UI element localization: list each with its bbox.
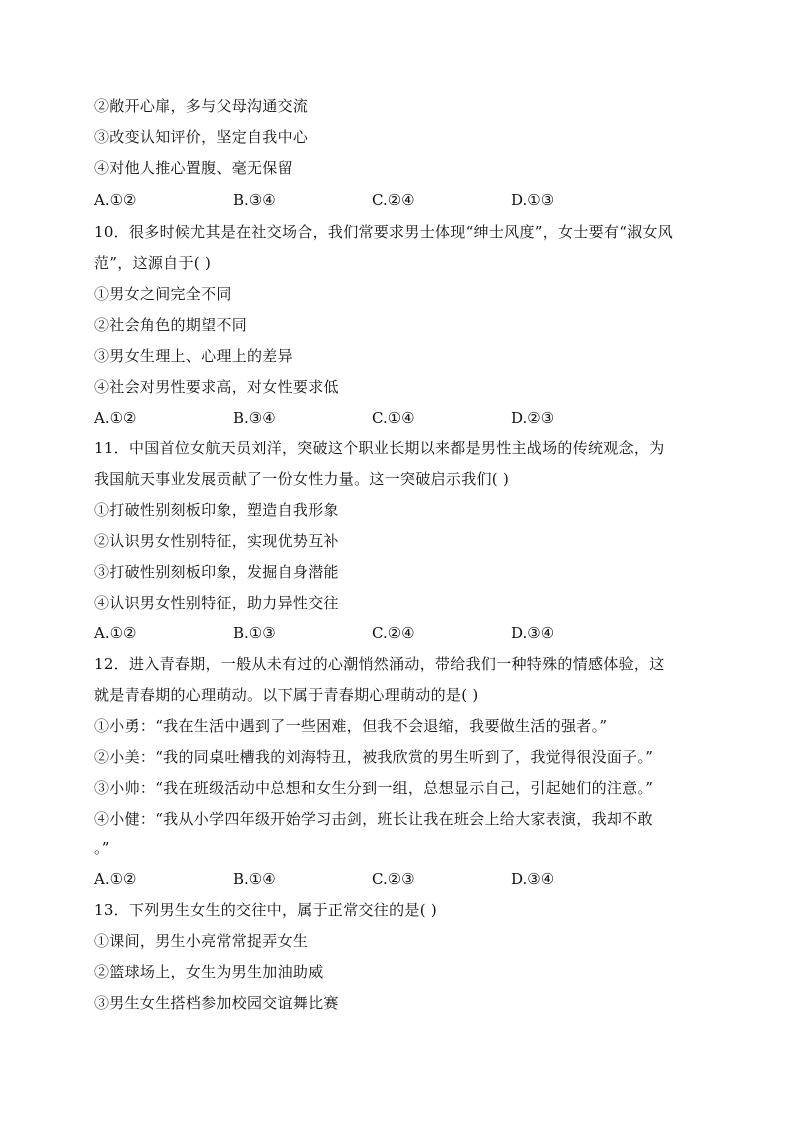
option-a: A.①② bbox=[94, 870, 137, 888]
q10-item-1: ①男女之间完全不同 bbox=[94, 285, 232, 303]
option-c: C.②③ bbox=[372, 870, 415, 888]
q12-stem-line2: 就是青春期的心理萌动。以下属于青春期心理萌动的是( ) bbox=[94, 686, 479, 704]
q12-item-4-continued: 。” bbox=[94, 839, 110, 857]
option-d: D.③④ bbox=[511, 870, 555, 888]
q11-item-3: ③打破性别刻板印象，发掘自身潜能 bbox=[94, 563, 339, 581]
q11-stem-line2: 我国航天事业发展贡献了一份女性力量。这一突破启示我们( ) bbox=[94, 470, 510, 488]
option-d: D.①③ bbox=[511, 191, 555, 209]
option-a: A.①② bbox=[94, 191, 137, 209]
q12-item-3: ③小帅：“我在班级活动中总想和女生分到一组，总想显示自己，引起她们的注意。” bbox=[94, 779, 654, 797]
q10-item-2: ②社会角色的期望不同 bbox=[94, 316, 248, 334]
option-c: C.②④ bbox=[372, 624, 415, 642]
q11-item-2: ②认识男女性别特征，实现优势互补 bbox=[94, 532, 339, 550]
q10-stem-line1: 10．很多时候尤其是在社交场合，我们常要求男士体现“绅士风度”，女士要有“淑女风 bbox=[94, 223, 674, 241]
option-a: A.①② bbox=[94, 624, 137, 642]
option-d: D.②③ bbox=[511, 409, 555, 427]
q12-item-4: ④小健：“我从小学四年级开始学习击剑，班长让我在班会上给大家表演，我却不敢 bbox=[94, 810, 653, 828]
option-b: B.③④ bbox=[233, 409, 276, 427]
q11-item-4: ④认识男女性别特征，助力异性交往 bbox=[94, 594, 339, 612]
q12-item-2: ②小美：“我的同桌吐槽我的刘海特丑，被我欣赏的男生听到了，我觉得很没面子。” bbox=[94, 748, 654, 766]
option-c: C.①④ bbox=[372, 409, 415, 427]
q10-stem-line2: 范”，这源自于( ) bbox=[94, 254, 212, 272]
q12-item-1: ①小勇：“我在生活中遇到了一些困难，但我不会退缩，我要做生活的强者。” bbox=[94, 717, 608, 735]
prev-item-2: ②敞开心扉，多与父母沟通交流 bbox=[94, 97, 309, 115]
q11-item-1: ①打破性别刻板印象，塑造自我形象 bbox=[94, 501, 339, 519]
option-b: B.①④ bbox=[233, 870, 276, 888]
q13-item-2: ②篮球场上，女生为男生加油助威 bbox=[94, 963, 324, 981]
q13-stem-line1: 13．下列男生女生的交往中，属于正常交往的是( ) bbox=[94, 901, 438, 919]
option-b: B.①③ bbox=[233, 624, 276, 642]
option-c: C.②④ bbox=[372, 191, 415, 209]
prev-item-3: ③改变认知评价，坚定自我中心 bbox=[94, 128, 309, 146]
option-b: B.③④ bbox=[233, 191, 276, 209]
q12-stem-line1: 12．进入青春期，一般从未有过的心潮悄然涌动，带给我们一种特殊的情感体验，这 bbox=[94, 655, 665, 673]
q13-item-1: ①课间，男生小亮常常捉弄女生 bbox=[94, 932, 309, 950]
q13-item-3: ③男生女生搭档参加校园交谊舞比赛 bbox=[94, 994, 339, 1012]
option-a: A.①② bbox=[94, 409, 137, 427]
q11-stem-line1: 11．中国首位女航天员刘洋，突破这个职业长期以来都是男性主战场的传统观念，为 bbox=[94, 439, 665, 457]
prev-item-4: ④对他人推心置腹、毫无保留 bbox=[94, 159, 293, 177]
q10-item-4: ④社会对男性要求高，对女性要求低 bbox=[94, 378, 339, 396]
q10-item-3: ③男女生理上、心理上的差异 bbox=[94, 347, 293, 365]
option-d: D.③④ bbox=[511, 624, 555, 642]
